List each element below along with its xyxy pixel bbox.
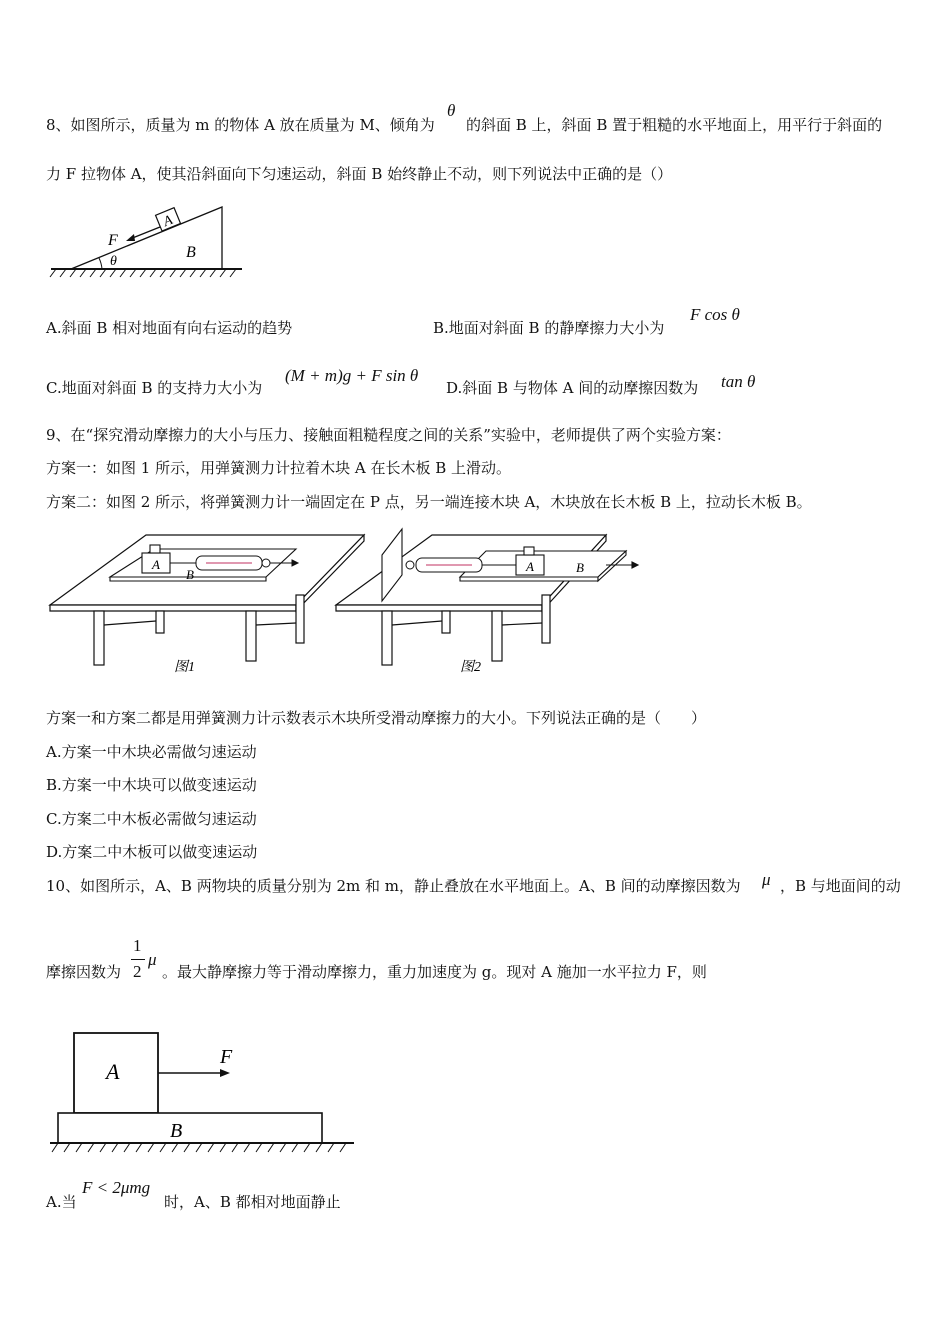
q10-label-b: B [170,1120,183,1142]
q8-option-a: A.斜面 B 相对地面有向右运动的趋势 [46,319,293,337]
q8-option-b-math: F cos θ [690,305,740,324]
q8-option-c-math: (M + m)g + F sin θ [285,366,419,385]
q9-question: 方案一和方案二都是用弹簧测力计示数表示木块所受滑动摩擦力的大小。下列说法正确的是（ ） [46,709,707,727]
q8-theta-symbol: θ [447,101,456,120]
q8-incline-b [71,207,222,269]
q9-fig1-label-a: A [152,557,160,572]
q9-fig2-label-a: A [526,559,534,574]
q9-option-b: B.方案一中木块可以做变速运动 [46,776,257,794]
q10-option-a-tail: 时，A、B 都相对地面静止 [164,1193,341,1211]
q10-stem-line2-head: 摩擦因数为 [46,963,122,981]
q8-incline-figure [46,195,246,285]
q8-label-f: F [108,232,118,249]
q8-option-d-math: tan θ [721,372,756,391]
q10-mu-symbol: μ [762,870,771,889]
q10-stem-line1: 10、如图所示，A、B 两物块的质量分别为 2m 和 m，静止叠放在水平地面上。A、B 间的动摩擦因数为 [46,877,741,895]
q8-option-d: D.斜面 B 与物体 A 间的动摩擦因数为 [446,379,699,397]
q8-label-b: B [186,244,196,261]
q8-option-b: B.地面对斜面 B 的静摩擦力大小为 [433,319,665,337]
q8-option-c: C.地面对斜面 B 的支持力大小为 [46,379,263,397]
q8-stem-line1: 8、如图所示，质量为 m 的物体 A 放在质量为 M、倾角为 [46,116,435,134]
q9-stem: 9、在“探究滑动摩擦力的大小与压力、接触面粗糙程度之间的关系”实验中，老师提供了两个实验方案： [46,426,731,444]
q10-option-a-head: A.当 [46,1193,77,1211]
q9-option-c: C.方案二中木板必需做匀速运动 [46,810,257,828]
q8-stem-line1-tail: 的斜面 B 上，斜面 B 置于粗糙的水平地面上，用平行于斜面的 [466,116,883,134]
q9-option-d: D.方案二中木板可以做变速运动 [46,843,258,861]
q8-label-theta: θ [110,254,117,269]
q9-fig1-label-b: B [186,567,194,582]
q10-board-b [58,1113,322,1143]
q10-label-f: F [220,1046,233,1068]
q10-label-a: A [106,1059,120,1084]
q8-force-arrow [130,227,160,239]
q10-stem-line2-tail: 。最大静摩擦力等于滑动摩擦力，重力加速度为 g。现对 A 施加一水平拉力 F，则 [162,963,707,981]
q9-plan2: 方案二：如图 2 所示，将弹簧测力计一端固定在 P 点，另一端连接木块 A，木块放在长木板 B 上，拉动长木板 B。 [46,493,812,511]
q10-frac-denominator: 2 [133,962,142,981]
q9-experiment-figures [46,525,646,685]
q10-ground-hatching [52,1143,346,1152]
q8-label-a: A [161,212,175,231]
q10-stem-line1-tail: ，B 与地面间的动 [780,877,901,895]
q10-arrowhead [220,1069,230,1077]
q8-stem-line2: 力 F 拉物体 A，使其沿斜面向下匀速运动，斜面 B 始终静止不动，则下列说法中正确的是（） [46,165,673,183]
q8-block-a [156,208,181,232]
q9-option-a: A.方案一中木块必需做匀速运动 [46,743,257,761]
q10-frac-bar [131,959,145,960]
q8-angle-arc [99,258,102,269]
q9-fig2-label-b: B [576,560,584,575]
q10-frac-numerator: 1 [133,936,142,955]
q10-option-a-math: F < 2μmg [82,1178,151,1197]
q9-plan1: 方案一：如图 1 所示，用弹簧测力计拉着木块 A 在长木板 B 上滑动。 [46,459,512,477]
q8-ground-hatching [50,269,236,277]
q8-arrowhead [126,234,135,241]
q9-fig1-caption: 图1 [174,660,195,675]
q10-block-figure [50,1025,360,1160]
q10-frac-mu: μ [148,950,157,969]
q9-fig2-caption: 图2 [460,660,481,675]
